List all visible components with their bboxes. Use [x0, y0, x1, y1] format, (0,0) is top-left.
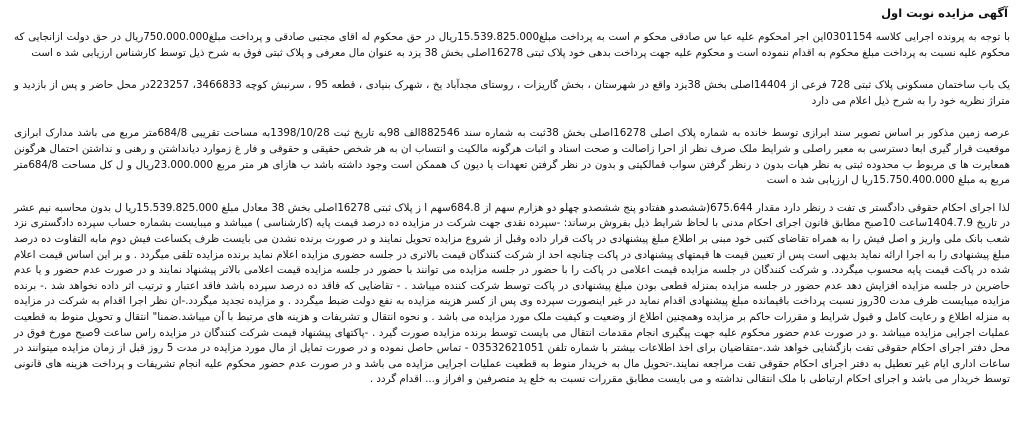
- notice-paragraph-appraisal: عرصه زمین مذکور بر اساس تصویر سند ابرازی توسط خانده به شماره پلاک اصلی 16278اصلی بخش 38ثبت به شماره سند 882546الف 98به تاریخ ثبت 1398/10/28به مساحت تقریبی 684/8متر مربع می باشد مدارک ابرازی موقعیت قرار گیری ابعا دسترسی به معبر راصلی و شرایط ملک صرف نظر از احرا زاصالت و صحت اسناد و اثبات هرگونه مالکیت و انتساب ان به هر شخص حقیقی و حقوقی و فار غ زموارد دیانداشتن و رهنی و نداشتن احتمال هرگونن همعایرت ها ی مربوط ب محدوده ثبتی به نظر هیات بدون د رنظر گرفتن سواب قمالکیتی و بدون در نظر گرفتن تعهدات یا دیون ک هممکن است وجود داشته باشد ب هازای هر متر مربع 23.000.000ریال و ل کل مساحت 684/8متر مربع به مبلغ 15.750.400.000ریا ل ارزیابی شد ه است: [14, 127, 1011, 187]
- notice-paragraph-property: یک باب ساختمان مسکونی پلاک ثبتی 728 فرعی از 14404اصلی بخش 38یزد واقع در شهرستان ، بخش گاریزات ، روستای مجدآباد یخ ، شهرک بنیادی ، قطعه 95 ، سرنبش کوچه 3466833، 223257در محل حاضر و پس از بازدید و متراژ نظریه خود را به شرح ذیل اعلام می دارد: [14, 79, 1010, 107]
- notice-paragraph-intro: با توجه به پرونده اجرایی کلاسه 0301154این اجر امحکوم علیه عبا س صادقی محکو م است به پرداخت مبلغ15.539.825.000ریال در حق محکوم له اقای مجتبی صادقی و پرداخت مبلغ750.000.000ریال در حق دولت ازانجایی که محکوم علیه نسبت به پرداخت مبلغ محکوم به اقدام ننموده است و محکوم علیه جهت پرداخت بدهی خود پلاک ثبتی 16278اصلی بخش 38 یزد به عنوان مال معرفی و پلاک ثبتی فوق به شرح ذیل توسط کارشناس ارزیابی شد ه است: [14, 31, 1010, 59]
- notice-paragraph-conditions: لذا اجرای احکام حقوقی دادگستر ی تفت د رنظر دارد مقدار 675.644(ششصدو هفتادو پنج ششصدو چهلو دو هزارم سهم از 684.8سهم ا ز پلاک ثبتی 16278اصلی بخش 38 معادل مبلغ 15.539.825.000ریا ل بدون محاسبه نیم عشر در تاریخ 1404.7.9ساعت 10صبح مطابق قانون اجرای احکام مدنی با لحاظ شرایط ذیل بفروش برساند: -سپرده نقدی جهت شرکت در مزایده ده درصد قیمت پایه (کارشناسی ) میباشد و میبایست بشماره حساب سپرده دادگستری نزد شعب بانک ملی واریز و اصل فیش را به همراه تقاضای کتبی خود مبنی بر اطلاع مبلغ پیشنهادی در پاکت قرار داده وقبل از شروع مزایده تحویل نمایند و در صورت برنده نشدن می بایست ظرف یکساعت فیش دوم مابه التفاوت ده درصد مبلغ پیشنهادی را به اجرا ارائه نماید بدیهی است پس از تعیین قیمت ها قیمتهای پیشنهادی در پاکت چنانچه احد از شرکت کنندگان قیمت بالاتری در جلسه حضوری مزایده اعلام نماید برنده مزایده تلقی میگردد . و بر این اساس قیمت اعلام شده در پاکت قیمت پایه محسوب میگردد. و شرکت کنندگان در جلسه مزایده قیمت اعلامی در پاکت را با حضور در جلسه مزایده می توانند با حضور در جلسه مزایده قیمت اعلامی بالاتر پیشنهاد نمایند و در صورت عدم حضور و یا عدم حاضرین در جلسه مزایده افزایش دهد عدم حضور در جلسه مزایده بمنزله قطعی بودن مبلغ پیشنهادی در پاکت توسط شرکت کننده میباشد . - تقاضایی که فاقد ده درصد سپرده باشد فاقد اعتبار و ترتیب اثر داده نخواهد شد .- برنده مزایده میبایست ظرف مدت 30روز نسبت پرداخت باقیمانده مبلغ پیشنهادی اقدام نماید در غیر اینصورت سپرده وی پس از کسر هزینه مزایده به نفع دولت ضبط میگردد . و مزایده تجدید میگردد.-ان نظر اجرا اقدام به شرکت در مزایده به منزله اطلاع و رعایت کامل و قبول شرایط و مقررات حاکم بر مزایده وهمچنین اطلاع از وضعیت و کیفیت ملک مورد مزایده می باشد . و نحوه انتقال و تشریفات و هزینه های مرتبط با آن میباشد.ضمنا" انتقال و تحویل منوط به قطعیت عملیات اجرایی مزایده میباشد .و در صورت عدم حضور محکوم علیه جهت پیگیری انجام مقدمات انتقال می بایست توسط برنده مزایده صورت گیرد . -پاکتهای پیشنهاد قیمت شرکت کنندگان در مزایده راس ساعت 9صبح مورخ فوق در محل دفتر اجرای احکام حقوقی تفت بازگشایی خواهد شد.-متقاضیان برای اخذ اطلاعات بیشتر با شماره تلفن 03532621051 - تماس حاصل نموده و در صورت تمایل از مال مورد مزایده در مدت 5 روز قبل از زمان مزایده میتوانند در ساعات اداری ایام غیر تعطیل به دفتر اجرای احکام حقوقی تفت مراجعه نمایند.-تحویل مال به خریدار منوط به قطعیت عملیات اجرایی مزایده می باشد و در صورت عدم حضور محکوم علیه انجام تشریفات و پرداخت هزینه های قانونی توسط خریدار می باشد و اجرای احکام ارتباطی با ملک انتقالی نداشته و می بایست مطابق مقررات نسبت به خلع ید متصرفین و افراز و... اقدام گردد .: [14, 201, 1011, 386]
- notice-title: آگهی مزایده نوبت اول: [881, 6, 1008, 20]
